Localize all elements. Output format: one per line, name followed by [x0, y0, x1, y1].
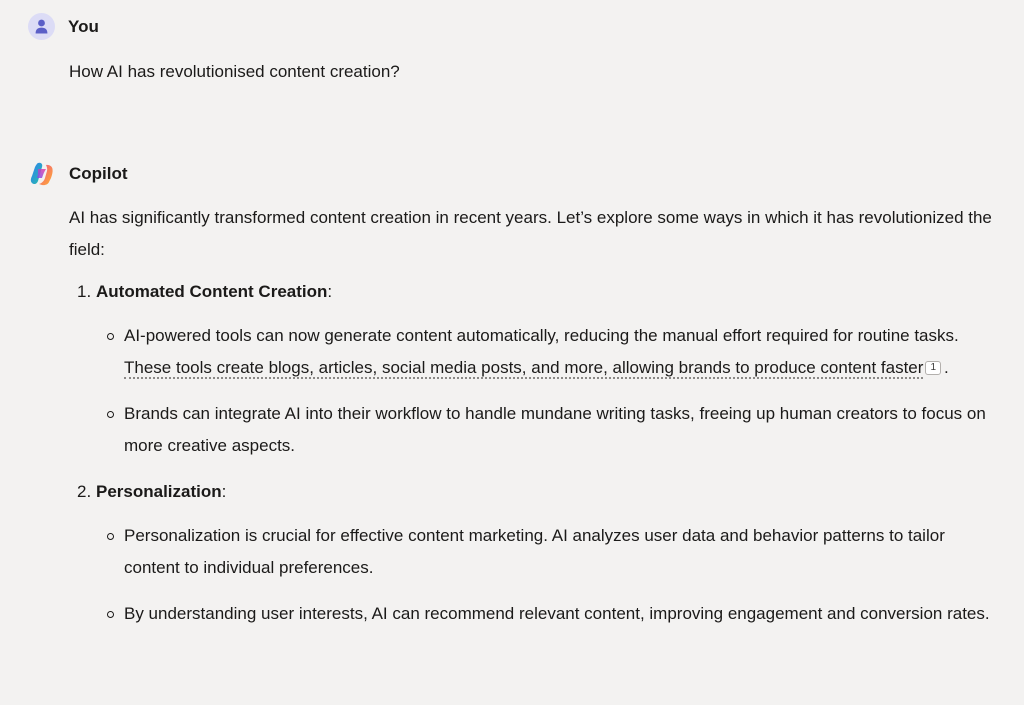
point-title-suffix: :	[327, 282, 333, 301]
list-item	[69, 276, 999, 462]
copilot-avatar	[28, 160, 56, 188]
bullet-icon	[107, 611, 114, 618]
sub-list-item	[69, 398, 999, 462]
sub-point-text: AI-powered tools can now generate content automatically, reducing the manual effort required for routine tasks.	[124, 326, 959, 345]
point-heading	[69, 276, 999, 308]
point-title: Personalization	[96, 482, 222, 501]
citation-badge[interactable]: 1	[925, 361, 941, 375]
person-icon	[35, 19, 48, 34]
sub-list-item	[69, 598, 999, 630]
sub-point-text: By understanding user interests, AI can recommend relevant content, improving engagement and conversion rates.	[124, 604, 990, 623]
sub-point-text: Personalization is crucial for effective content marketing. AI analyzes user data and behavior patterns to tailor content to individual preferences.	[124, 526, 945, 577]
user-message-text: How AI has revolutionised content creation?	[69, 62, 400, 81]
copilot-answer	[69, 202, 999, 644]
point-title: Automated Content Creation	[96, 282, 328, 301]
user-sender-name: You	[68, 16, 99, 36]
user-avatar	[28, 13, 55, 40]
copilot-message-header	[28, 160, 128, 188]
sub-list-item	[69, 320, 999, 384]
bullet-icon	[107, 333, 114, 340]
user-message-header	[28, 13, 99, 40]
answer-intro: AI has significantly transformed content creation in recent years. Let’s explore some ways in which it has revolutionized the field:	[69, 208, 992, 259]
copilot-logo-icon	[29, 161, 55, 187]
bullet-icon	[107, 533, 114, 540]
point-number: 1.	[77, 282, 92, 301]
sub-point-text: Brands can integrate AI into their workflow to handle mundane writing tasks, freeing up human creators to focus on more creative aspects.	[124, 404, 986, 455]
cited-text[interactable]: These tools create blogs, articles, social media posts, and more, allowing brands to produce content faster	[124, 358, 924, 377]
sub-list-item	[69, 520, 999, 584]
answer-list	[69, 276, 999, 630]
bullet-icon	[107, 411, 114, 418]
point-number: 2.	[77, 482, 92, 501]
sub-list	[69, 320, 999, 462]
sub-list	[69, 520, 999, 630]
sub-point-text-end: .	[944, 358, 949, 377]
list-item	[69, 476, 999, 630]
point-heading	[69, 476, 999, 508]
point-title-suffix: :	[221, 482, 227, 501]
copilot-sender-name: Copilot	[69, 164, 128, 183]
